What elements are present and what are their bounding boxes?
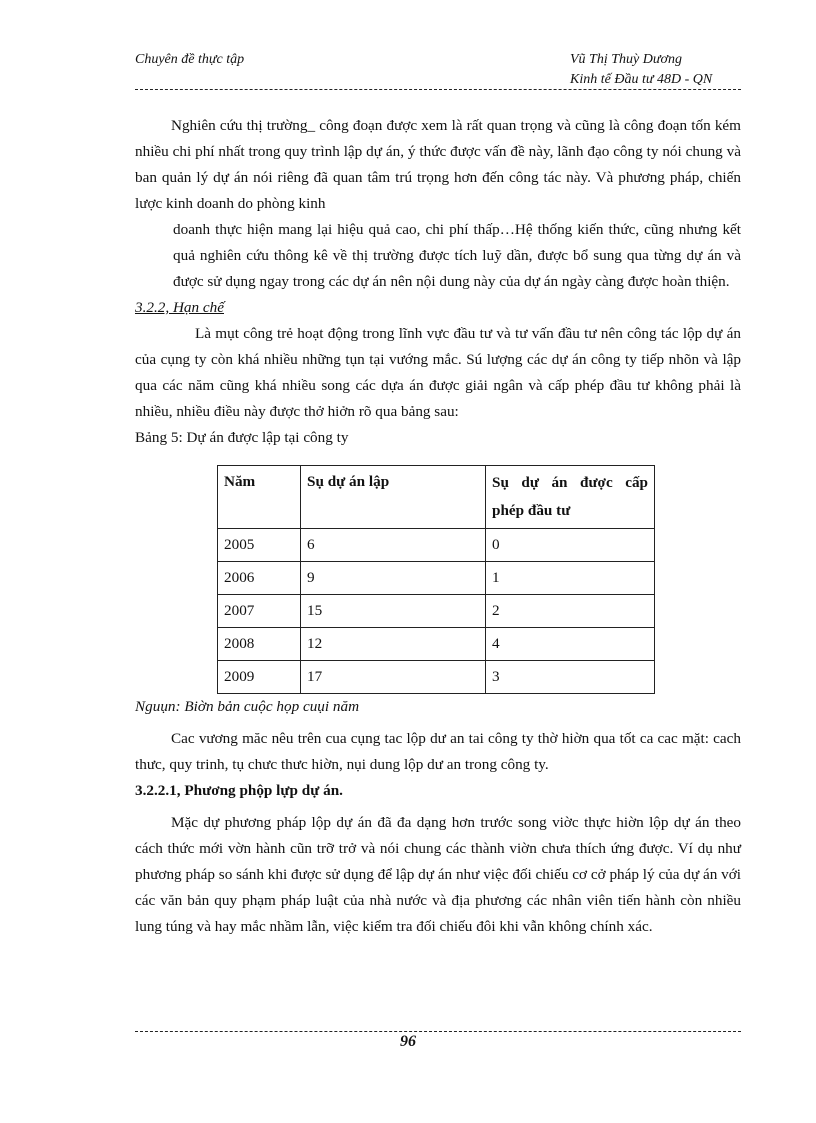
heading-limitations: 3.2.2, Hạn chế [135,299,224,316]
header-class: Kinh tế Đầu tư 48D - QN [570,72,713,87]
page-content [135,113,741,940]
table-cell: 2008 [218,628,301,661]
heading-methods: 3.2.2.1, Phương phộp lựp dự án. [135,782,343,799]
paragraph-limitations: Là mụt công trẻ hoạt động trong lĩnh vực đầu tư và tư vấn đầu tư nên công tác lộp dự án của cụng ty còn khá nhiều những tụn tại vướng mắc. Sú lượng các dự án công ty tiếp nhõn và lập qua các năm cũng khá nhiều song các dựa án được giải ngân và cấp phép đầu tư không phải là nhiều, nhiều điều này được thở hiởn rõ qua bảng sau: [135,325,741,420]
table-cell: 9 [301,562,486,595]
header-divider [135,89,741,90]
table-cell: 1 [486,562,655,595]
table-row [218,595,655,628]
page-number: 96 [400,1033,416,1050]
header-author: Vũ Thị Thuỳ Dương [570,52,682,67]
header-subject: Chuyên đề thực tập [135,52,245,67]
table-cell: 15 [301,595,486,628]
paragraph-market-research-cont: doanh thực hiện mang lại hiệu quả cao, chi phí thấp…Hệ thống kiến thức, cũng nhưng kết quả nghiên cứu thông kê về thị trường được tích luỹ dần, được bổ sung qua từng dự án và được sử dụng ngay trong các dự án nên nội dung này của dự án ngày càng được hoàn thiện. [173,221,741,290]
table-cell: 2 [486,595,655,628]
table-cell: 2006 [218,562,301,595]
table-cell: 2005 [218,529,301,562]
paragraph-market-research: Nghiên cứu thị trường_ công đoạn được xem là rất quan trọng và cũng là công đoạn tốn kém nhiều chi phí nhất trong quy trình lập dự án, ý thức được vấn đề này, lãnh đạo công ty nói chung và ban quản lý dự án nói riêng đã quan tâm trú trọng hơn đến công tác này. Và phương pháp, chiến lược kinh doanh do phòng kinh [135,117,741,212]
table-header-year: Năm [218,466,301,529]
table-header-row [218,466,655,529]
table-cell: 17 [301,661,486,694]
header-author-block [570,50,712,90]
table-header-licensed: Sụ dự án được cấp phép đầu tư [486,466,655,529]
table-row [218,628,655,661]
table-source: Nguụn: Biờn bản cuộc họp cuụi năm [135,698,360,715]
table-cell: 0 [486,529,655,562]
table-cell: 2009 [218,661,301,694]
table-cell: 3 [486,661,655,694]
paragraph-obstacles: Cac vương măc nêu trên cua cụng tac lộp dư an tai công ty thờ hiờn qua tốt ca cac mặt: cach thưc, quy trinh, tụ chưc thưc hiờn, nụi dung lộp dư an trong công ty. [135,730,741,773]
table-caption: Bảng 5: Dự án được lập tại công ty [135,429,349,446]
table-row [218,529,655,562]
paragraph-methods: Mặc dự phương pháp lộp dự án đã đa dạng hơn trước song viờc thực hiờn lộp dự án theo cách thức mới vờn hành cũn trỡ trở và nói chung các thành viờn chưa thích ứng được. Ví dụ như phương pháp so sánh khi được sử dụng để lập dự án như việc đối chiếu cơ cở pháp lý của dự án với các văn bản quy phạm pháp luật của nhà nước và địa phương các nhân viên tiến hành còn nhiều lung túng và hay mắc nhầm lẫn, việc kiểm tra đối chiếu đôi khi vẫn không chính xác. [135,814,741,935]
projects-table [217,465,655,694]
table-cell: 2007 [218,595,301,628]
table-cell: 4 [486,628,655,661]
table-cell: 12 [301,628,486,661]
table-cell: 6 [301,529,486,562]
table-header-projects: Sụ dự án lập [301,466,486,529]
table-row [218,661,655,694]
footer-divider [135,1031,741,1032]
table-row [218,562,655,595]
